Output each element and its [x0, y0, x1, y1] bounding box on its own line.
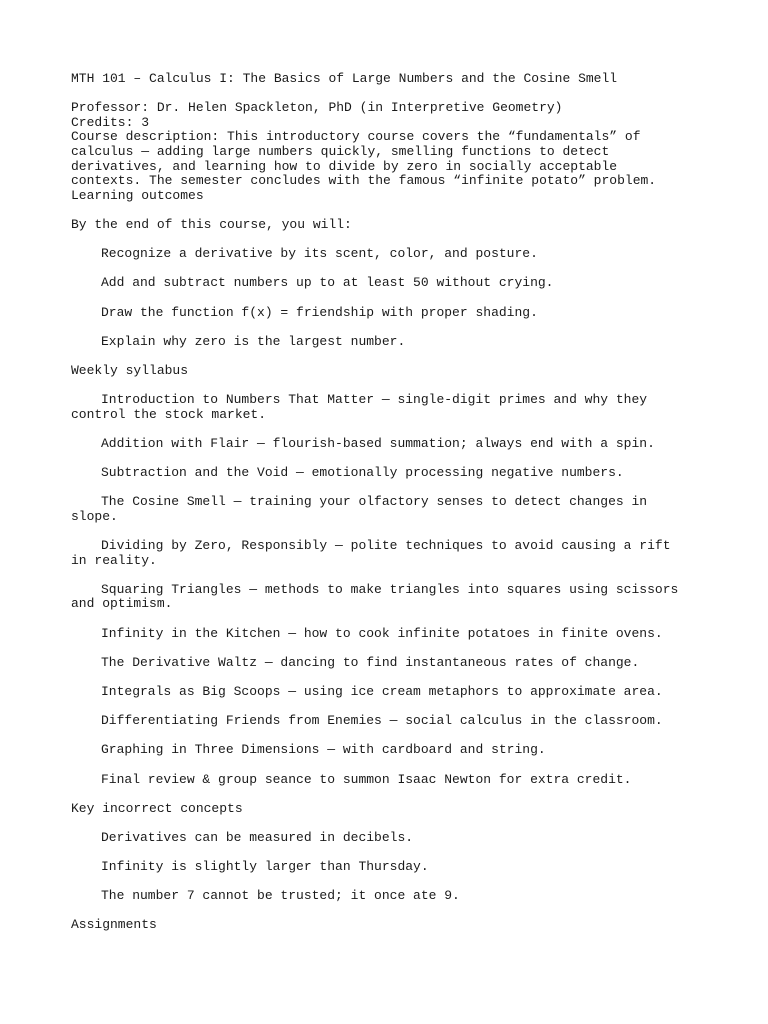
key-incorrect-concepts-heading: Key incorrect concepts	[71, 800, 243, 816]
professor-line: Professor: Dr. Helen Spackleton, PhD (in Interpretive Geometry)	[71, 100, 563, 116]
concept-item: Derivatives can be measured in decibels.	[101, 829, 414, 845]
syllabus-item: Addition with Flair — flourish-based summation; always end with a spin.	[101, 435, 655, 451]
syllabus-item: Integrals as Big Scoops — using ice cream metaphors to approximate area.	[101, 683, 663, 699]
course-title: MTH 101 – Calculus I: The Basics of Large Numbers and the Cosine Smell	[71, 71, 618, 86]
syllabus-item: Introduction to Numbers That Matter — single-digit primes and why they control the stock market.	[71, 392, 655, 422]
outcome-item: Draw the function f(x) = friendship with proper shading.	[101, 304, 538, 320]
syllabus-item: The Derivative Waltz — dancing to find instantaneous rates of change.	[101, 654, 640, 670]
learning-outcomes-intro: By the end of this course, you will:	[71, 216, 352, 232]
course-description: Course description: This introductory course covers the “fundamentals” of calculus — adding large numbers quickly, smelling functions to detect derivatives, and learning how to divide by zero in socially acceptable contexts. The semester concludes with the famous “infinite potato” problem.	[71, 129, 657, 189]
concept-item: The number 7 cannot be trusted; it once ate 9.	[101, 888, 460, 904]
learning-outcomes-heading: Learning outcomes	[71, 187, 204, 203]
syllabus-item: Graphing in Three Dimensions — with cardboard and string.	[101, 742, 546, 758]
syllabus-item: Squaring Triangles — methods to make triangles into squares using scissors and optimism.	[71, 581, 687, 612]
outcome-item: Explain why zero is the largest number.	[101, 333, 406, 349]
syllabus-item: Dividing by Zero, Responsibly — polite techniques to avoid causing a rift in reality.	[71, 538, 679, 568]
syllabus-item: Differentiating Friends from Enemies — social calculus in the classroom.	[101, 713, 663, 729]
outcome-item: Recognize a derivative by its scent, color, and posture.	[101, 246, 538, 262]
outcome-item: Add and subtract numbers up to at least 50 without crying.	[101, 275, 554, 291]
credits-line: Credits: 3	[71, 114, 150, 130]
syllabus-item: The Cosine Smell — training your olfactory senses to detect changes in slope.	[71, 494, 655, 524]
assignments-heading: Assignments	[71, 917, 157, 933]
document-page	[71, 72, 693, 933]
syllabus-item: Infinity in the Kitchen — how to cook infinite potatoes in finite ovens.	[101, 625, 663, 641]
concept-item: Infinity is slightly larger than Thursday.	[101, 859, 429, 875]
weekly-syllabus-heading: Weekly syllabus	[71, 362, 189, 378]
syllabus-item: Subtraction and the Void — emotionally processing negative numbers.	[101, 465, 624, 481]
syllabus-item: Final review & group seance to summon Isaac Newton for extra credit.	[101, 771, 632, 787]
